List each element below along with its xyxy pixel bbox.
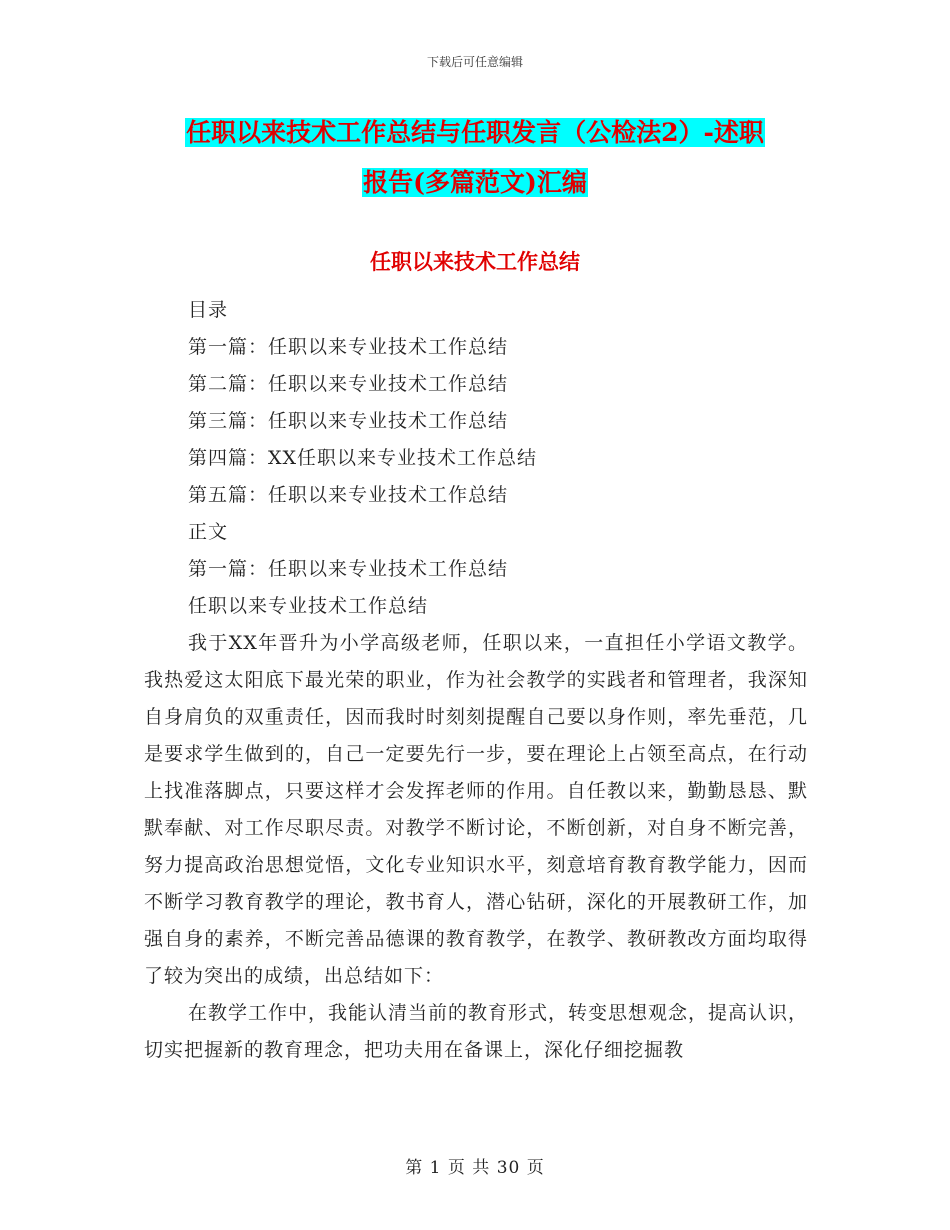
toc-item: 第五篇：任职以来专业技术工作总结 (188, 484, 509, 506)
title-line-2: 报告(多篇范文)汇编 (363, 168, 587, 197)
body-paragraph: 我于XX年晋升为小学高级老师，任职以来，一直担任小学语文教学。我热爱这太阳底下最光荣的职业，作为社会教学的实践者和管理者，我深知自身肩负的双重责任，因而我时时刻刻提醒自己要以身作则，率先垂范，几是要求学生做到的，自己一定要先行一步，要在理论上占领至高点，在行动上找准落脚点，只要这样才会发挥老师的作用。自任教以来，勤勤恳恳、默默奉献、对工作尽职尽责。对教学不断讨论，不断创新，对自身不断完善，努力提高政治思想觉悟，文化专业知识水平，刻意培育教育教学能力，因而不断学习教育教学的理论，教书育人，潜心钻研，深化的开展教研工作，加强自身的素养，不断完善品德课的教育教学，在教学、教研教改方面均取得了较为突出的成绩，出总结如下： (144, 632, 808, 987)
toc-heading: 目录 (188, 299, 229, 321)
body-paragraph: 在教学工作中，我能认清当前的教育形式，转变思想观念，提高认识，切实把握新的教育理念，把功夫用在备课上，深化仔细挖掘教 (144, 1002, 809, 1061)
document-title (0, 108, 950, 208)
toc-item: 第二篇：任职以来专业技术工作总结 (188, 373, 509, 395)
page-number: 第 1 页 共 30 页 (405, 1158, 545, 1178)
toc-item: 第一篇：任职以来专业技术工作总结 (188, 336, 509, 358)
header-note: 下载后可任意编辑 (426, 55, 523, 69)
article-heading: 任职以来专业技术工作总结 (188, 595, 429, 617)
document-body (144, 292, 808, 1069)
toc-item: 第四篇：XX任职以来专业技术工作总结 (188, 447, 538, 469)
body-heading: 正文 (188, 521, 229, 543)
toc-item: 第三篇：任职以来专业技术工作总结 (188, 410, 509, 432)
section-title: 任职以来技术工作总结 (370, 249, 580, 274)
title-line-1: 任职以来技术工作总结与任职发言（公检法2）-述职 (186, 118, 764, 147)
chapter-heading: 第一篇：任职以来专业技术工作总结 (188, 558, 509, 580)
